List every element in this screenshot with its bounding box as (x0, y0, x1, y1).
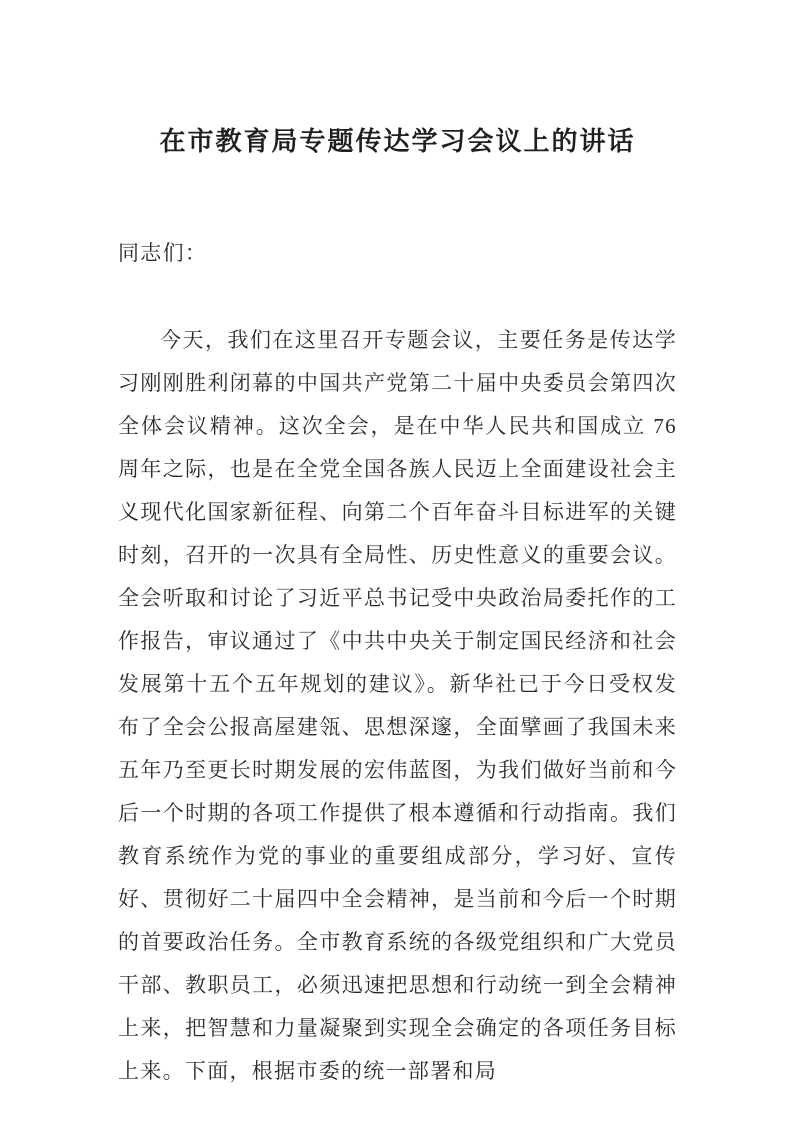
body-paragraph: 今天，我们在这里召开专题会议，主要任务是传达学习刚刚胜利闭幕的中国共产党第二十届中央委员会第四次全体会议精神。这次全会，是在中华人民共和国成立 76 周年之际，也是在全党全国各族人民迈上全面建设社会主义现代化国家新征程、向第二个百年奋斗目标进军的关键时刻，召开的一次具有全局性、历史性意义的重要会议。全会听取和讨论了习近平总书记受中央政治局委托作的工作报告，审议通过了《中共中央关于制定国民经济和社会发展第十五个五年规划的建议》。新华社已于今日受权发布了全会公报高屋建瓴、思想深邃，全面擘画了我国未来五年乃至更长时期发展的宏伟蓝图，为我们做好当前和今后一个时期的各项工作提供了根本遵循和行动指南。我们教育系统作为党的事业的重要组成部分，学习好、宣传好、贯彻好二十届四中全会精神，是当前和今后一个时期的首要政治任务。全市教育系统的各级党组织和广大党员干部、教职员工，必须迅速把思想和行动统一到全会精神上来，把智慧和力量凝聚到实现全会确定的各项任务目标上来。下面，根据市委的统一部署和局 (118, 328, 677, 1083)
document-title: 在市教育局专题传达学习会议上的讲话 (159, 127, 636, 156)
salutation-line: 同志们： (118, 241, 208, 265)
